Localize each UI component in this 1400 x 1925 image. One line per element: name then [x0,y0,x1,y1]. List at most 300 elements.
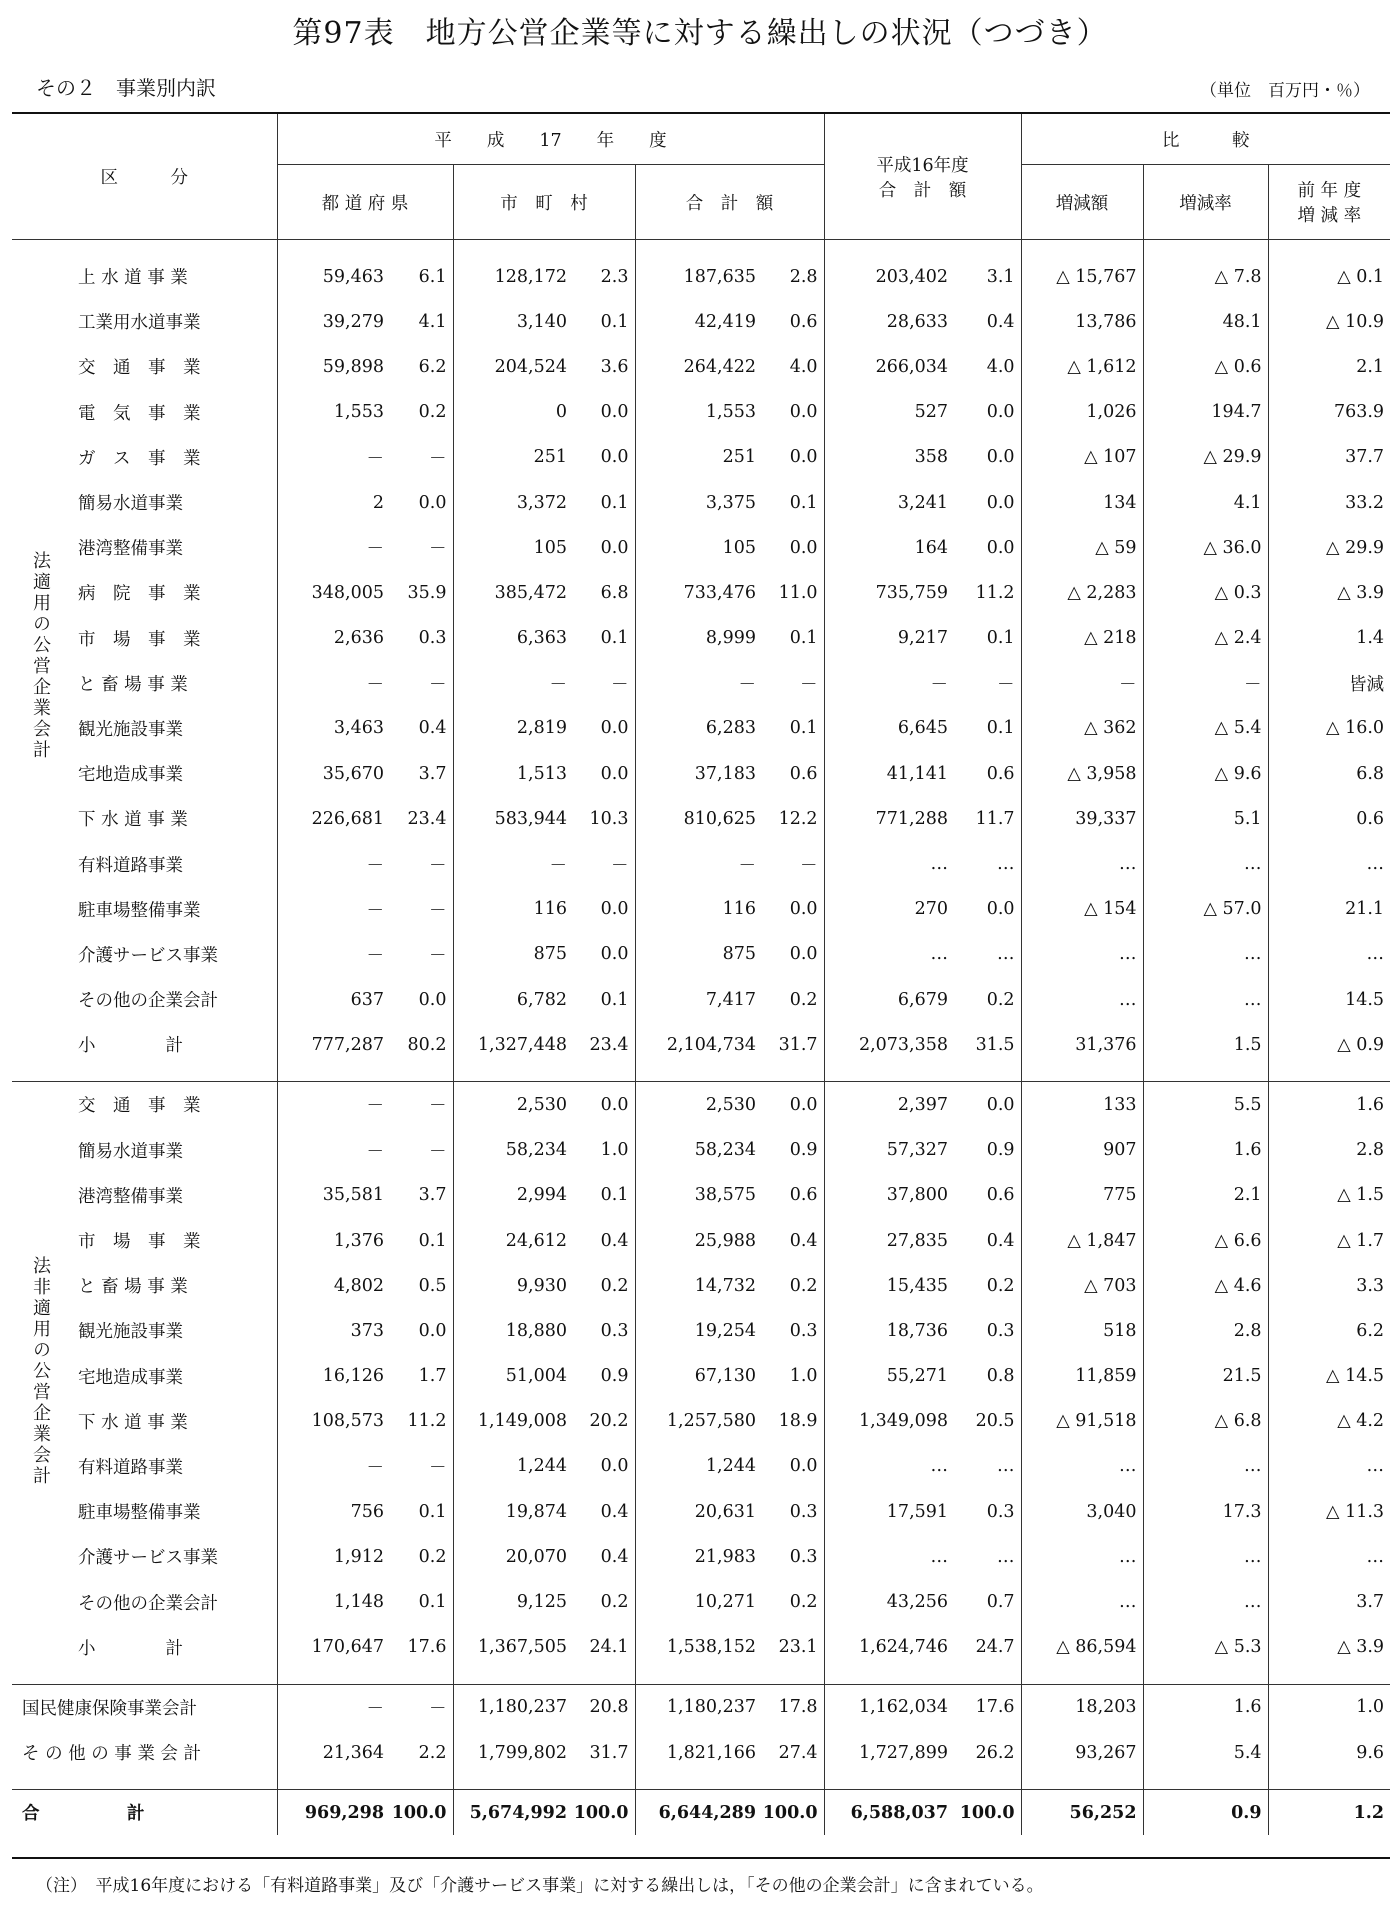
cell-prev-change-rate: △ 1.7 [1268,1218,1390,1263]
cell-municipality-amount: 0 [453,390,573,435]
cell-prefecture-ratio: 0.1 [418,1230,447,1251]
table-row [12,570,1390,615]
cell-h16-ratio: 20.5 [975,1411,1015,1432]
cell-change-rate: 194.7 [1143,390,1268,435]
cell-municipality-ratio: 0.0 [600,1456,629,1477]
row-label: 介護サービス事業 [78,1548,218,1569]
cell-total-amount: － [635,841,762,886]
cell-prev-change-rate: △ 29.9 [1268,525,1390,570]
cell-h16-amount: 270 [824,887,954,932]
table-row [12,435,1390,480]
cell-h16-amount: 1,162,034 [824,1684,954,1730]
cell-h16-ratio: 0.0 [986,402,1015,423]
row-label: 有料道路事業 [78,1457,183,1478]
cell-prefecture-amount: 348,005 [277,570,390,615]
table-row [12,977,1390,1022]
cell-prefecture-amount: － [277,525,390,570]
cell-total-amount: 105 [635,525,762,570]
cell-prefecture-amount: 969,298 [277,1790,390,1836]
cell-h16-ratio: 0.0 [986,447,1015,468]
cell-change-rate: △ 0.3 [1143,570,1268,615]
cell-prev-change-rate: 0.6 [1268,796,1390,841]
cell-municipality-amount: 2,819 [453,706,573,751]
cell-h16-amount: 6,588,037 [824,1790,954,1836]
cell-change-amount: 518 [1021,1308,1143,1353]
cell-h16-amount: 203,402 [824,254,954,299]
cell-total-amount: 7,417 [635,977,762,1022]
cell-change-rate: △ 5.3 [1143,1625,1268,1670]
table-row [12,344,1390,389]
cell-prefecture-amount: － [277,661,390,706]
cell-change-amount: … [1021,932,1143,977]
header-h16 [824,114,1021,240]
cell-change-amount: … [1021,841,1143,886]
table-row [12,932,1390,977]
cell-prefecture-amount: － [277,1082,390,1128]
cell-prefecture-ratio: 35.9 [407,582,447,603]
cell-municipality-amount: 5,674,992 [453,1790,573,1836]
cell-prefecture-ratio: 0.3 [418,628,447,649]
cell-change-rate: － [1143,661,1268,706]
cell-total-ratio: 0.1 [789,492,818,513]
cell-prev-change-rate: 1.6 [1268,1082,1390,1128]
cell-total-ratio: 31.7 [778,1034,818,1055]
table-row [12,1082,1390,1128]
group-side-label-text: 法非適用の公営企業会計 [30,1255,51,1487]
table-row [12,390,1390,435]
cell-municipality-ratio: 0.2 [600,1592,629,1613]
cell-change-rate: 2.1 [1143,1173,1268,1218]
cell-change-rate: △ 2.4 [1143,616,1268,661]
cell-change-amount: 3,040 [1021,1489,1143,1534]
spacer-row [12,1775,1390,1790]
cell-municipality-amount: 6,782 [453,977,573,1022]
page-subtitle: その２ 事業別内訳 [36,76,216,100]
cell-total-amount: 1,553 [635,390,762,435]
table-row [12,1579,1390,1624]
cell-change-amount: △ 1,612 [1021,344,1143,389]
cell-h16-ratio: 0.2 [986,1275,1015,1296]
cell-prev-change-rate: 1.4 [1268,616,1390,661]
cell-total-ratio: 18.9 [778,1411,818,1432]
cell-prefecture-ratio: 0.1 [418,1592,447,1613]
cell-total-ratio: 0.1 [789,628,818,649]
cell-h16-amount: 15,435 [824,1263,954,1308]
cell-h16-amount: … [824,932,954,977]
row-label: 上 水 道 事 業 [78,268,188,289]
cell-prev-change-rate: 33.2 [1268,480,1390,525]
cell-prev-change-rate: 3.3 [1268,1263,1390,1308]
cell-total-amount: 2,104,734 [635,1022,762,1067]
cell-h16-amount: 1,349,098 [824,1399,954,1444]
cell-total-ratio: 0.2 [789,1275,818,1296]
cell-total-ratio: 27.4 [778,1742,818,1763]
table-row [12,1444,1390,1489]
cell-total-amount: 19,254 [635,1308,762,1353]
cell-change-amount: 11,859 [1021,1354,1143,1399]
cell-prev-change-rate: … [1268,841,1390,886]
cell-prefecture-ratio: 0.0 [418,1320,447,1341]
cell-total-amount: 875 [635,932,762,977]
cell-h16-amount: 37,800 [824,1173,954,1218]
header-prev-rate-line2: 増 減 率 [1297,206,1362,226]
cell-change-rate: … [1143,841,1268,886]
cell-prefecture-ratio: 0.0 [418,492,447,513]
row-label: 市 場 事 業 [78,1232,201,1253]
cell-prefecture-amount: 1,376 [277,1218,390,1263]
cell-total-amount: 1,538,152 [635,1625,762,1670]
header-prev-rate [1268,165,1390,240]
cell-municipality-ratio: 0.0 [600,763,629,784]
cell-h16-amount: … [824,1444,954,1489]
cell-municipality-ratio: 0.1 [600,492,629,513]
cell-h16-ratio: 31.5 [975,1034,1015,1055]
cell-municipality-amount: 251 [453,435,573,480]
cell-municipality-amount: 1,149,008 [453,1399,573,1444]
table-row [12,1489,1390,1534]
cell-total-ratio: 0.0 [789,899,818,920]
cell-total-ratio: 0.6 [789,1185,818,1206]
cell-prefecture-amount: 59,463 [277,254,390,299]
cell-h16-ratio: 3.1 [986,266,1015,287]
cell-total-ratio: 1.0 [789,1366,818,1387]
row-label: 駐車場整備事業 [78,900,201,921]
cell-h16-ratio: 24.7 [975,1637,1015,1658]
cell-change-amount: 907 [1021,1128,1143,1173]
cell-total-ratio: 0.6 [789,763,818,784]
cell-total-ratio: 17.8 [762,1684,824,1730]
cell-prev-change-rate: △ 0.1 [1268,254,1390,299]
cell-h16-ratio: 17.6 [954,1684,1021,1730]
cell-prev-change-rate: △ 1.5 [1268,1173,1390,1218]
header-kubun: 区 分 [12,114,277,240]
cell-municipality-ratio: 0.1 [600,311,629,332]
cell-total-amount: 810,625 [635,796,762,841]
cell-municipality-ratio: 24.1 [589,1637,629,1658]
table-row [12,1218,1390,1263]
cell-total-ratio: 0.0 [762,1082,824,1128]
row-label: 宅地造成事業 [78,1367,183,1388]
cell-change-rate: 0.9 [1143,1790,1268,1836]
cell-change-rate: 1.6 [1143,1684,1268,1730]
cell-total-amount: 25,988 [635,1218,762,1263]
cell-municipality-ratio: 0.0 [600,718,629,739]
row-label: そ の 他 の 事 業 会 計 [22,1744,201,1765]
cell-change-amount: 56,252 [1021,1790,1143,1836]
cell-prefecture-amount: 2 [277,480,390,525]
cell-total-amount: 1,244 [635,1444,762,1489]
cell-prefecture-amount: 21,364 [277,1730,390,1775]
cell-prefecture-amount: 226,681 [277,796,390,841]
cell-prefecture-ratio: － [429,855,447,876]
cell-h16-ratio: 11.2 [975,582,1015,603]
cell-change-rate: △ 7.8 [1143,254,1268,299]
spacer-row [12,240,1390,255]
table-row [12,616,1390,661]
cell-prefecture-ratio: 0.0 [418,989,447,1010]
table-row [12,1308,1390,1353]
cell-h16-ratio: 0.7 [986,1592,1015,1613]
cell-municipality-amount: 1,799,802 [453,1730,573,1775]
cell-prefecture-ratio: － [390,1082,453,1128]
cell-total-amount: 733,476 [635,570,762,615]
cell-prefecture-amount: 1,553 [277,390,390,435]
cell-prefecture-ratio: － [429,945,447,966]
table-row [12,1625,1390,1670]
cell-prefecture-ratio: 0.2 [418,1546,447,1567]
cell-change-amount: 18,203 [1021,1684,1143,1730]
cell-change-amount: △ 3,958 [1021,751,1143,796]
cell-total-amount: 21,983 [635,1534,762,1579]
cell-municipality-amount: 583,944 [453,796,573,841]
cell-total-ratio: 2.8 [789,266,818,287]
cell-change-amount: 39,337 [1021,796,1143,841]
cell-h16-ratio: 4.0 [986,356,1015,377]
table-row [12,1022,1390,1067]
cell-change-amount: △ 59 [1021,525,1143,570]
cell-prefecture-amount: 39,279 [277,299,390,344]
spacer-row [12,1670,1390,1685]
cell-prefecture-amount: － [277,1684,390,1730]
table-row [12,1399,1390,1444]
cell-h16-ratio: 0.0 [986,899,1015,920]
cell-total-ratio: － [800,855,818,876]
cell-prev-change-rate: △ 3.9 [1268,1625,1390,1670]
row-label: 宅地造成事業 [78,765,183,786]
header-comparison: 比 較 [1021,114,1390,165]
row-label: 工業用水道事業 [78,313,201,334]
data-table [12,114,1390,1835]
header-h16-line1: 平成16年度 [876,155,969,176]
cell-h16-ratio: 0.3 [986,1320,1015,1341]
cell-municipality-amount: 9,930 [453,1263,573,1308]
cell-h16-ratio: … [997,1456,1015,1477]
cell-h16-amount: 527 [824,390,954,435]
cell-change-rate: 1.5 [1143,1022,1268,1067]
cell-h16-ratio: … [997,854,1015,875]
cell-prefecture-amount: 373 [277,1308,390,1353]
row-label: 交 通 事 業 [78,358,201,379]
cell-municipality-amount: 116 [453,887,573,932]
cell-h16-amount: 6,679 [824,977,954,1022]
cell-change-rate: 4.1 [1143,480,1268,525]
cell-prefecture-amount: 4,802 [277,1263,390,1308]
row-label: 下 水 道 事 業 [78,810,188,831]
cell-prefecture-ratio: － [429,539,447,560]
cell-change-amount: △ 1,847 [1021,1218,1143,1263]
cell-total-amount: － [635,661,762,706]
cell-prefecture-ratio: 4.1 [418,311,447,332]
cell-prefecture-amount: 1,148 [277,1579,390,1624]
cell-prefecture-amount: － [277,932,390,977]
cell-total-amount: 37,183 [635,751,762,796]
cell-total-ratio: 0.0 [789,537,818,558]
cell-change-rate: … [1143,932,1268,977]
cell-prev-change-rate: 9.6 [1268,1730,1390,1775]
cell-prefecture-amount: － [277,887,390,932]
cell-municipality-ratio: 31.7 [589,1742,629,1763]
row-label: と 畜 場 事 業 [78,1277,188,1298]
row-label: 有料道路事業 [78,855,183,876]
cell-prefecture-amount: － [277,1444,390,1489]
cell-prefecture-ratio: － [390,1684,453,1730]
cell-prev-change-rate: 1.0 [1268,1684,1390,1730]
cell-prefecture-amount: 756 [277,1489,390,1534]
cell-total-amount: 251 [635,435,762,480]
row-label: その他の企業会計 [78,1593,218,1614]
cell-municipality-ratio: 20.8 [573,1684,635,1730]
cell-h16-amount: 55,271 [824,1354,954,1399]
cell-change-amount: 93,267 [1021,1730,1143,1775]
cell-h16-ratio: 0.9 [986,1140,1015,1161]
cell-municipality-ratio: 0.0 [600,537,629,558]
cell-prev-change-rate: 37.7 [1268,435,1390,480]
row-label: ガ ス 事 業 [78,448,201,469]
cell-h16-amount: 18,736 [824,1308,954,1353]
page-title: 第97表 地方公営企業等に対する繰出しの状況（つづき） [292,16,1108,51]
cell-municipality-amount: 1,513 [453,751,573,796]
cell-change-amount: … [1021,977,1143,1022]
cell-prev-change-rate: 763.9 [1268,390,1390,435]
cell-total-ratio: 100.0 [762,1790,824,1836]
cell-prev-change-rate: △ 0.9 [1268,1022,1390,1067]
cell-municipality-ratio: 0.1 [600,628,629,649]
cell-prefecture-ratio: 3.7 [418,1185,447,1206]
cell-change-rate: 21.5 [1143,1354,1268,1399]
cell-h16-ratio: 0.8 [986,1366,1015,1387]
cell-total-amount: 187,635 [635,254,762,299]
cell-prev-change-rate: … [1268,1534,1390,1579]
cell-municipality-ratio: 23.4 [589,1034,629,1055]
cell-total-amount: 8,999 [635,616,762,661]
cell-municipality-ratio: 0.4 [600,1546,629,1567]
cell-change-rate: △ 0.6 [1143,344,1268,389]
cell-change-amount: △ 362 [1021,706,1143,751]
cell-total-ratio: 11.0 [778,582,818,603]
cell-municipality-amount: 3,372 [453,480,573,525]
cell-municipality-amount: 2,994 [453,1173,573,1218]
group-side-label [12,254,68,1067]
cell-total-amount: 3,375 [635,480,762,525]
cell-prefecture-amount: 35,581 [277,1173,390,1218]
cell-h16-ratio: 26.2 [975,1742,1015,1763]
cell-municipality-amount: 6,363 [453,616,573,661]
cell-h16-ratio: 0.0 [986,492,1015,513]
cell-prefecture-ratio: 3.7 [418,763,447,784]
cell-h16-ratio: 0.1 [986,628,1015,649]
cell-h16-amount: 28,633 [824,299,954,344]
cell-change-amount: － [1021,661,1143,706]
header-total: 合 計 額 [635,165,824,240]
table-row [12,1684,1390,1730]
header-h17: 平 成 17 年 度 [277,114,824,165]
cell-change-rate: 17.3 [1143,1489,1268,1534]
cell-change-amount: △ 91,518 [1021,1399,1143,1444]
cell-change-amount: 1,026 [1021,390,1143,435]
cell-prefecture-ratio: 1.7 [418,1366,447,1387]
table-row [12,841,1390,886]
unit-label: （単位 百万円・％） [1200,81,1370,101]
cell-prev-change-rate: △ 11.3 [1268,1489,1390,1534]
cell-total-amount: 2,530 [635,1082,762,1128]
cell-prefecture-amount: 170,647 [277,1625,390,1670]
cell-total-ratio: 0.1 [789,718,818,739]
cell-prev-change-rate: △ 16.0 [1268,706,1390,751]
cell-prev-change-rate: 21.1 [1268,887,1390,932]
cell-change-rate: 5.4 [1143,1730,1268,1775]
row-label: 合 計 [12,1790,277,1836]
cell-h16-amount: 735,759 [824,570,954,615]
table-row [12,796,1390,841]
cell-municipality-amount: 1,180,237 [453,1684,573,1730]
cell-h16-ratio: 0.4 [986,1230,1015,1251]
cell-h16-amount: 771,288 [824,796,954,841]
cell-prefecture-ratio: 80.2 [407,1034,447,1055]
cell-municipality-amount: 385,472 [453,570,573,615]
cell-h16-amount: 1,727,899 [824,1730,954,1775]
cell-change-amount: △ 15,767 [1021,254,1143,299]
table-row [12,1128,1390,1173]
table-body [12,240,1390,1836]
cell-h16-amount: 9,217 [824,616,954,661]
cell-total-ratio: 12.2 [778,808,818,829]
cell-h16-amount: 57,327 [824,1128,954,1173]
table-row [12,480,1390,525]
row-label: 簡易水道事業 [78,494,183,515]
cell-change-amount: 133 [1021,1082,1143,1128]
cell-municipality-amount: 875 [453,932,573,977]
cell-change-rate: 2.8 [1143,1308,1268,1353]
cell-total-amount: 42,419 [635,299,762,344]
cell-change-amount: 31,376 [1021,1022,1143,1067]
header-change-amount: 増減額 [1021,165,1143,240]
cell-municipality-ratio: 20.2 [589,1411,629,1432]
cell-change-rate: 5.1 [1143,796,1268,841]
cell-change-rate: △ 5.4 [1143,706,1268,751]
cell-h16-ratio: 11.7 [975,808,1015,829]
cell-total-ratio: 0.0 [789,1456,818,1477]
cell-total-amount: 1,821,166 [635,1730,762,1775]
row-label: 電 気 事 業 [78,403,201,424]
header-change-rate: 増減率 [1143,165,1268,240]
cell-change-rate: … [1143,1579,1268,1624]
cell-prefecture-ratio: － [429,900,447,921]
header-h16-line2: 合 計 額 [878,180,967,201]
cell-total-amount: 1,257,580 [635,1399,762,1444]
cell-municipality-ratio: 1.0 [600,1140,629,1161]
table-row [12,706,1390,751]
cell-h16-amount: 266,034 [824,344,954,389]
cell-municipality-ratio: 2.3 [600,266,629,287]
cell-prefecture-ratio: 100.0 [390,1790,453,1836]
cell-prefecture-ratio: － [429,1457,447,1478]
cell-municipality-ratio: 0.1 [600,1185,629,1206]
row-label: 港湾整備事業 [78,1186,183,1207]
cell-prefecture-amount: 108,573 [277,1399,390,1444]
header-prefecture: 都 道 府 県 [277,165,453,240]
cell-municipality-amount: 18,880 [453,1308,573,1353]
cell-municipality-amount: － [453,841,573,886]
table-row [12,1730,1390,1775]
cell-total-amount: 10,271 [635,1579,762,1624]
cell-change-amount: … [1021,1444,1143,1489]
table-row [12,299,1390,344]
row-label: と 畜 場 事 業 [78,674,188,695]
cell-prefecture-ratio: 6.2 [418,356,447,377]
cell-prefecture-amount: 3,463 [277,706,390,751]
cell-prefecture-ratio: 0.5 [418,1275,447,1296]
cell-h16-ratio: － [997,674,1015,695]
